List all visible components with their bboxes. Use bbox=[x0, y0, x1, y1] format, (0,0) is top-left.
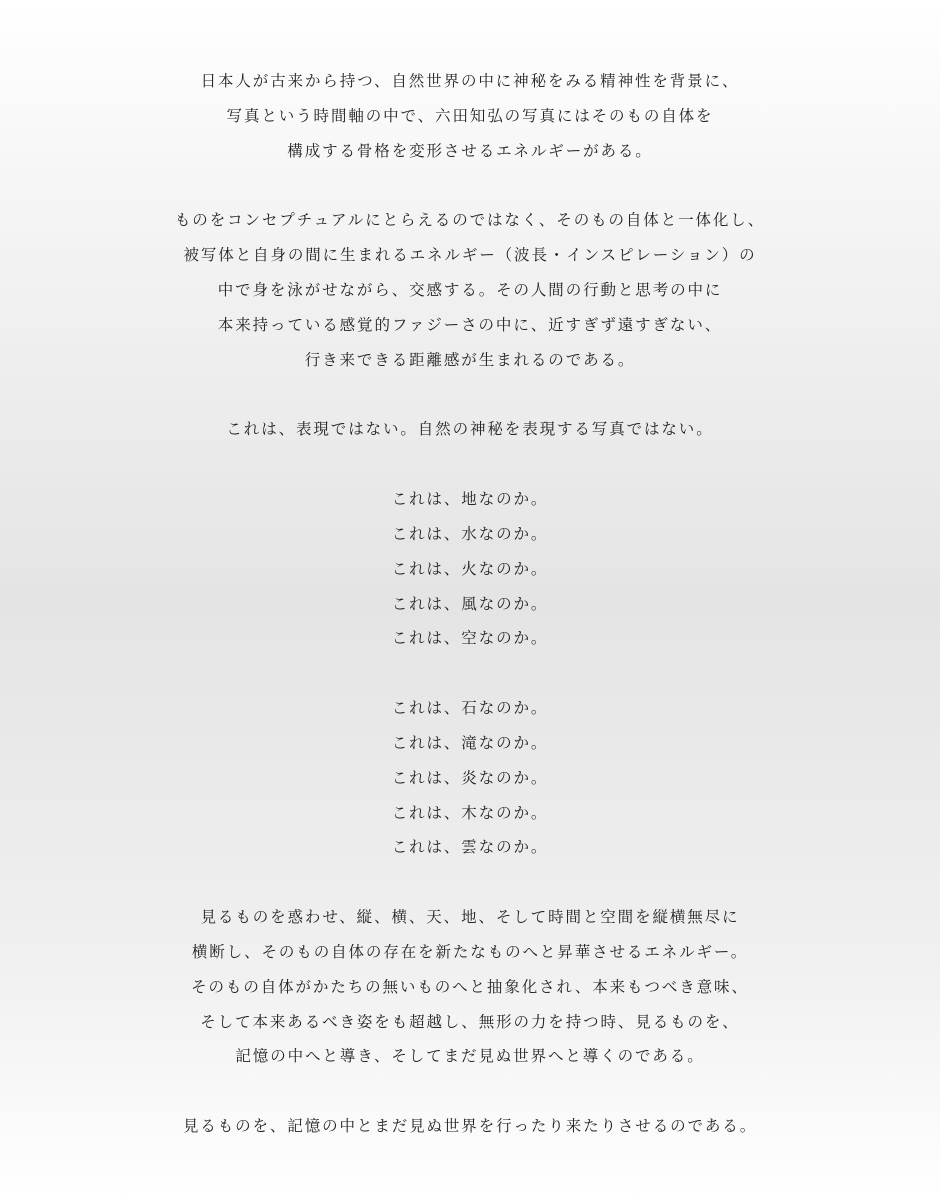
stanza-closing bbox=[0, 1109, 940, 1144]
text-line: これは、地なのか。 bbox=[391, 490, 549, 509]
text-line: 日本人が古来から持つ、自然世界の中に神秘をみる精神性を背景に、 bbox=[200, 72, 740, 90]
stanza-intro bbox=[0, 64, 940, 168]
text-line: これは、空なのか。 bbox=[391, 629, 549, 648]
text-line: 記憶の中へと導き、そしてまだ見ぬ世界へと導くのである。 bbox=[235, 1047, 705, 1066]
text-line: これは、滝なのか。 bbox=[391, 733, 549, 752]
stanza-elements-1 bbox=[0, 482, 940, 656]
stanza-concept bbox=[0, 203, 940, 377]
stanza-statement bbox=[0, 412, 940, 447]
text-line: これは、風なのか。 bbox=[391, 594, 549, 613]
stanza-elements-2 bbox=[0, 691, 940, 865]
text-line: これは、炎なのか。 bbox=[391, 768, 549, 787]
text-line: これは、木なのか。 bbox=[391, 803, 549, 822]
text-line: これは、雲なのか。 bbox=[391, 838, 549, 857]
text-line: 見るものを惑わせ、縦、横、天、地、そして時間と空間を縦横無尽に bbox=[200, 908, 740, 927]
text-line: これは、石なのか。 bbox=[391, 699, 549, 718]
text-line: 中で身を泳がせながら、交感する。その人間の行動と思考の中に bbox=[217, 280, 723, 299]
text-line: そのもの自体がかたちの無いものへと抽象化され、本来もつべき意味、 bbox=[191, 977, 749, 996]
text-line: 本来持っている感覚的ファジーさの中に、近すぎず遠すぎない、 bbox=[217, 315, 723, 334]
text-line: 見るものを、記憶の中とまだ見ぬ世界を行ったり来たりさせるのである。 bbox=[182, 1117, 758, 1136]
text-line: そして本来あるべき姿をも超越し、無形の力を持つ時、見るものを、 bbox=[200, 1012, 740, 1031]
text-line: これは、水なのか。 bbox=[391, 524, 549, 543]
text-line: これは、表現ではない。自然の神秘を表現する写真ではない。 bbox=[226, 420, 714, 439]
text-line: ものをコンセプチュアルにとらえるのではなく、そのもの自体と一体化し、 bbox=[174, 211, 766, 230]
text-line: 横断し、そのもの自体の存在を新たなものへと昇華させるエネルギー。 bbox=[191, 942, 749, 961]
text-line: 構成する骨格を変形させるエネルギーがある。 bbox=[287, 141, 653, 160]
stanza-energy bbox=[0, 900, 940, 1074]
text-line: 写真という時間軸の中で、六田知弘の写真にはそのもの自体を bbox=[226, 106, 714, 125]
text-line: これは、火なのか。 bbox=[391, 559, 549, 578]
text-line: 被写体と自身の間に生まれるエネルギー（波長・インスピレーション）の bbox=[183, 246, 757, 265]
text-line: 行き来できる距離感が生まれるのである。 bbox=[304, 350, 636, 369]
